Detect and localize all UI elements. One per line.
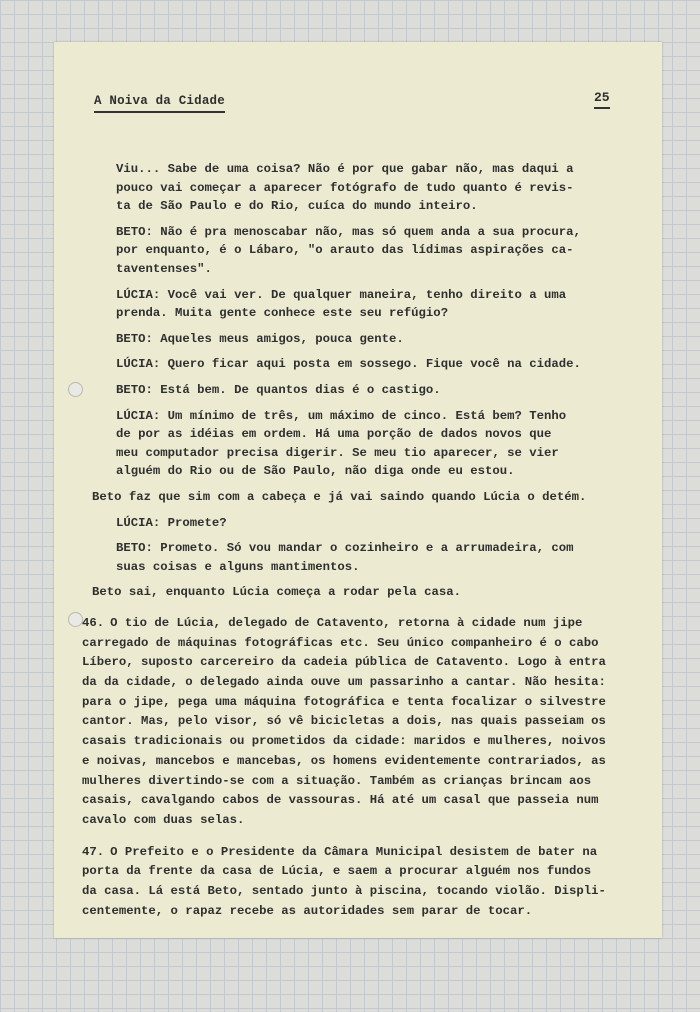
line-text: para o jipe, pega uma máquina fotográfica e tenta focalizar o silvestre (82, 694, 606, 709)
text-line (82, 902, 662, 922)
line-text: por enquanto, é o Lábaro, "o arauto das lídimas aspirações ca- (116, 243, 574, 258)
text-line (116, 355, 662, 374)
text-line (82, 772, 662, 792)
line-text: casais tradicionais ou prometidos da cidade: maridos e mulheres, noivos (82, 734, 606, 749)
text-line (82, 634, 662, 654)
line-text: BETO: Está bem. De quantos dias é o castigo. (116, 382, 441, 397)
text-line (116, 330, 662, 349)
line-text: casais, cavalgando cabos de vassouras. Há até um casal que passeia num (82, 793, 599, 808)
dialogue-line (54, 539, 662, 576)
text-line (116, 381, 662, 400)
dialogue-line (54, 381, 662, 400)
line-text: LÚCIA: Um mínimo de três, um máximo de cinco. Está bem? Tenho (116, 408, 567, 423)
line-text: O Prefeito e o Presidente da Câmara Municipal desistem de bater na (110, 844, 598, 859)
line-text: cavalo com duas selas. (82, 812, 245, 827)
text-line (82, 843, 662, 863)
line-text: O tio de Lúcia, delegado de Catavento, retorna à cidade num jipe (110, 615, 583, 630)
text-line (116, 444, 662, 463)
line-text: BETO: Aqueles meus amigos, pouca gente. (116, 331, 404, 346)
dialogue-line (54, 286, 662, 323)
text-line (82, 653, 662, 673)
line-text: porta da frente da casa de Lúcia, e saem a procurar alguém nos fundos (82, 864, 592, 879)
line-text: Viu... Sabe de uma coisa? Não é por que gabar não, mas daqui a (116, 162, 574, 176)
dialogue-line (54, 330, 662, 349)
line-text: Beto faz que sim com a cabeça e já vai saindo quando Lúcia o detém. (92, 489, 587, 504)
line-text: BETO: Prometo. Só vou mandar o cozinheiro e a arrumadeira, com (116, 541, 574, 556)
text-line (82, 712, 662, 732)
line-text: LÚCIA: Você vai ver. De qualquer maneira, tenho direito a uma (116, 287, 567, 302)
text-line (116, 160, 662, 179)
text-line (82, 811, 662, 831)
text-line (82, 673, 662, 693)
line-text: Beto sai, enquanto Lúcia começa a rodar pela casa. (92, 585, 461, 600)
text-line (82, 862, 662, 882)
text-line (82, 693, 662, 713)
line-text: carregado de máquinas fotográficas etc. Seu único companheiro é o cabo (82, 635, 599, 650)
dialogue-line (54, 514, 662, 533)
line-text: BETO: Não é pra menoscabar não, mas só quem anda a sua procura, (116, 224, 581, 239)
dialogue-line (54, 407, 662, 481)
line-text: taventenses". (116, 261, 212, 276)
text-line (116, 241, 662, 260)
typewritten-page (54, 42, 662, 938)
text-line (116, 304, 662, 323)
line-text: centemente, o rapaz recebe as autoridades sem parar de tocar. (82, 903, 533, 918)
line-text: de por as idéias em ordem. Há uma porção de dados novos que (116, 427, 552, 442)
text-line (116, 558, 662, 577)
text-line (116, 407, 662, 426)
text-line (116, 260, 662, 279)
scene-number: 47. (82, 844, 105, 859)
text-line (82, 882, 662, 902)
dialogue-line (54, 160, 662, 216)
script-body (54, 160, 662, 928)
text-line (116, 539, 662, 558)
page-number: 25 (594, 90, 610, 109)
text-line (116, 462, 662, 481)
text-line (116, 286, 662, 305)
scene-paragraph (54, 843, 662, 922)
text-line (82, 732, 662, 752)
text-line (116, 425, 662, 444)
line-text: ta de São Paulo e do Rio, cuíca do mundo inteiro. (116, 199, 478, 214)
line-text: alguém do Rio ou de São Paulo, não diga onde eu estou. (116, 464, 515, 479)
text-line (92, 583, 662, 602)
text-line (92, 488, 662, 507)
text-line (82, 791, 662, 811)
stage-direction (54, 583, 662, 602)
text-line (82, 614, 662, 634)
header-title: A Noiva da Cidade (94, 94, 225, 113)
text-line (116, 179, 662, 198)
text-line (116, 197, 662, 216)
line-text: LÚCIA: Promete? (116, 515, 227, 530)
stage-direction (54, 488, 662, 507)
dialogue-line (54, 223, 662, 279)
line-text: meu computador precisa digerir. Se meu tio aparecer, se vier (116, 445, 559, 460)
line-text: prenda. Muita gente conhece este seu refúgio? (116, 306, 449, 321)
scene-number: 46. (82, 615, 105, 630)
line-text: pouco vai começar a aparecer fotógrafo de tudo quanto é revis- (116, 180, 574, 195)
line-text: da casa. Lá está Beto, sentado junto à piscina, tocando violão. Displi- (82, 884, 606, 899)
text-line (82, 752, 662, 772)
line-text: Líbero, suposto carcereiro da cadeia pública de Catavento. Logo à entra (82, 655, 606, 670)
line-text: LÚCIA: Quero ficar aqui posta em sossego. Fique você na cidade. (116, 357, 581, 372)
text-line (116, 223, 662, 242)
line-text: suas coisas e alguns mantimentos. (116, 559, 360, 574)
line-text: e noivas, mancebos e mancebas, os homens evidentemente contrariados, as (82, 753, 606, 768)
line-text: mulheres divertindo-se com a situação. Também as crianças brincam aos (82, 773, 592, 788)
dialogue-line (54, 355, 662, 374)
scene-paragraph (54, 614, 662, 831)
text-line (116, 514, 662, 533)
line-text: cantor. Mas, pelo visor, só vê bicicletas a dois, nas quais passeiam os (82, 714, 606, 729)
line-text: da da cidade, o delegado ainda ouve um passarinho a cantar. Não hesita: (82, 674, 606, 689)
